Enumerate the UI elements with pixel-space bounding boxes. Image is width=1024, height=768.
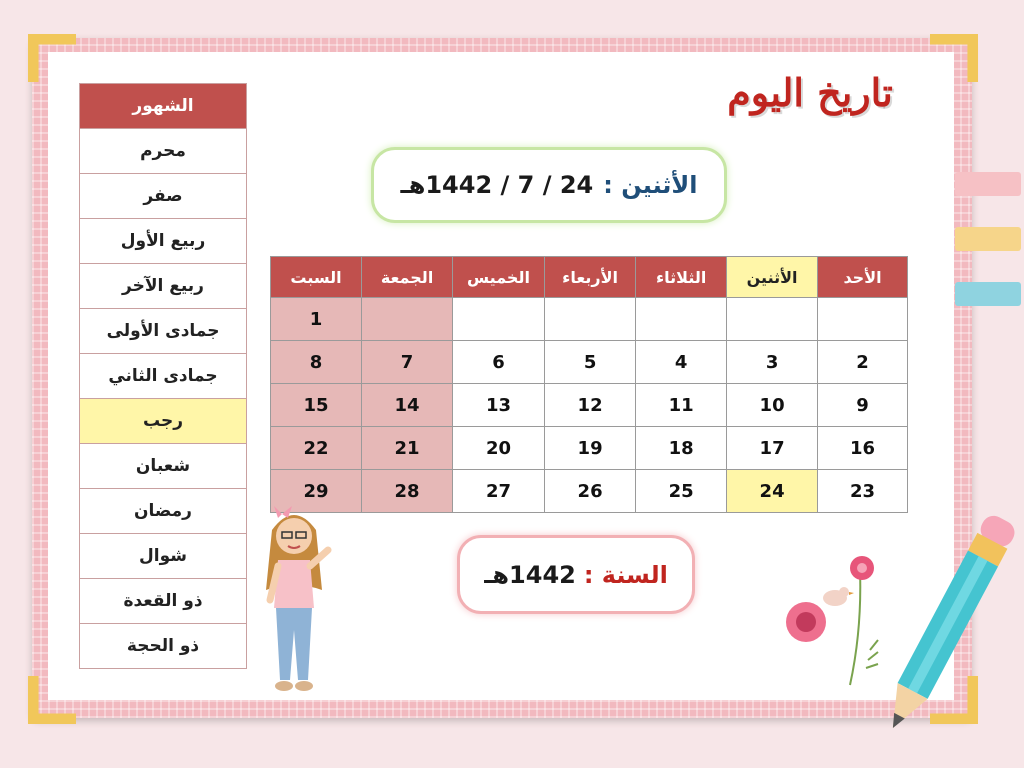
month-item: ربيع الآخر [80, 264, 246, 309]
year-value: 1442هـ [484, 560, 576, 589]
calendar-day-cell: 9 [818, 384, 908, 427]
calendar-day-cell: 1 [271, 298, 362, 341]
month-item: ذو الحجة [80, 624, 246, 668]
month-item: رمضان [80, 489, 246, 534]
month-item: رجب [80, 399, 246, 444]
month-item: ربيع الأول [80, 219, 246, 264]
calendar-day-cell: 11 [636, 384, 727, 427]
calendar-day-cell: 10 [727, 384, 818, 427]
calendar-day-cell: 7 [362, 341, 453, 384]
months-header: الشهور [80, 84, 246, 129]
weekday-header: الثلاثاء [636, 257, 727, 298]
calendar-day-cell [636, 298, 727, 341]
today-date-value: 24 / 7 / 1442هـ [400, 171, 594, 199]
month-item: شعبان [80, 444, 246, 489]
calendar-day-cell: 15 [271, 384, 362, 427]
calendar-day-cell: 24 [727, 470, 818, 513]
calendar-week-row [271, 384, 908, 427]
calendar-day-cell: 28 [362, 470, 453, 513]
calendar-day-cell: 29 [271, 470, 362, 513]
calendar-day-cell: 12 [544, 384, 635, 427]
calendar-day-cell [544, 298, 635, 341]
calendar-day-cell: 26 [544, 470, 635, 513]
calendar-week-row [271, 470, 908, 513]
calendar-week-row [271, 341, 908, 384]
weekday-header: الأثنين [727, 257, 818, 298]
side-tab-pink [955, 172, 1021, 196]
calendar-day-cell: 14 [362, 384, 453, 427]
calendar-day-cell [362, 298, 453, 341]
month-item: جمادى الأولى [80, 309, 246, 354]
calendar-week-row [271, 298, 908, 341]
weekday-header: الأربعاء [544, 257, 635, 298]
calendar-day-cell: 21 [362, 427, 453, 470]
calendar-day-cell [453, 298, 545, 341]
calendar-day-cell: 27 [453, 470, 545, 513]
calendar-day-cell: 19 [544, 427, 635, 470]
calendar-day-cell [727, 298, 818, 341]
side-tab-blue [955, 282, 1021, 306]
side-tab-yellow [955, 227, 1021, 251]
calendar-day-cell: 23 [818, 470, 908, 513]
calendar-day-cell: 18 [636, 427, 727, 470]
calendar-day-cell: 13 [453, 384, 545, 427]
year-box [457, 535, 695, 614]
month-item: ذو القعدة [80, 579, 246, 624]
month-item: جمادى الثاني [80, 354, 246, 399]
month-item: محرم [80, 129, 246, 174]
calendar-day-cell: 25 [636, 470, 727, 513]
weekday-header: الخميس [453, 257, 545, 298]
calendar-day-cell: 16 [818, 427, 908, 470]
calendar-day-cell: 20 [453, 427, 545, 470]
today-day-label: الأثنين : [603, 171, 698, 199]
girl-illustration-icon [244, 500, 344, 700]
month-item: صفر [80, 174, 246, 219]
calendar-day-cell: 17 [727, 427, 818, 470]
calendar-day-cell: 3 [727, 341, 818, 384]
calendar-day-cell: 22 [271, 427, 362, 470]
weekday-header: السبت [271, 257, 362, 298]
year-label: السنة : [583, 560, 668, 589]
calendar-day-cell: 2 [818, 341, 908, 384]
calendar-day-cell: 8 [271, 341, 362, 384]
calendar-week-row [271, 427, 908, 470]
calendar-day-cell: 5 [544, 341, 635, 384]
today-date-box [371, 147, 727, 223]
month-item: شوال [80, 534, 246, 579]
months-list [79, 83, 247, 669]
calendar-header-row [271, 257, 908, 298]
calendar-table [270, 256, 908, 513]
page-title: تاريخ اليوم [727, 70, 893, 115]
calendar-day-cell [818, 298, 908, 341]
weekday-header: الأحد [818, 257, 908, 298]
weekday-header: الجمعة [362, 257, 453, 298]
calendar-day-cell: 4 [636, 341, 727, 384]
calendar-day-cell: 6 [453, 341, 545, 384]
pencil-icon [870, 495, 1020, 765]
